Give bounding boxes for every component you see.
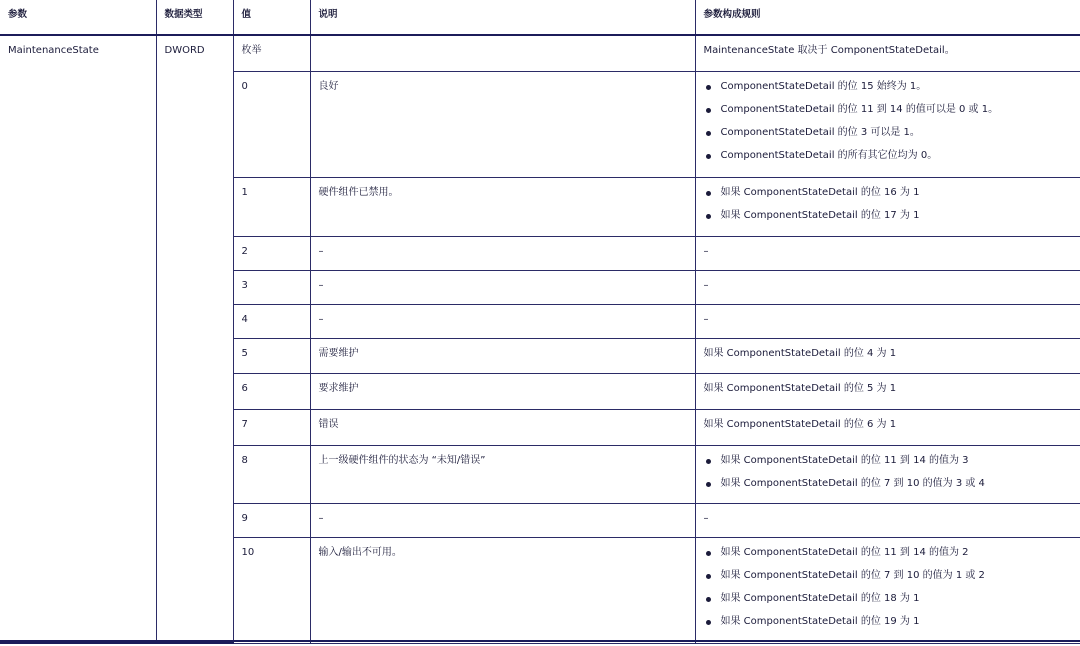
description-cell: 要求维护: [310, 373, 695, 409]
rule-cell: MaintenanceState 取决于 ComponentStateDetail。: [695, 35, 1080, 71]
description-cell: –: [310, 304, 695, 338]
header-row: [0, 0, 1080, 35]
rule-cell: 如果 ComponentStateDetail 的位 6 为 1: [695, 409, 1080, 445]
rule-item: ComponentStateDetail 的位 15 始终为 1。: [704, 80, 1073, 94]
table-bottom-rule: [0, 640, 1080, 642]
rule-cell: [695, 537, 1080, 643]
rule-list: [704, 80, 1073, 163]
description-cell: –: [310, 236, 695, 270]
rule-cell: –: [695, 236, 1080, 270]
rule-item: 如果 ComponentStateDetail 的位 7 到 10 的值为 3 或 4: [704, 477, 1073, 491]
rule-item: 如果 ComponentStateDetail 的位 16 为 1: [704, 186, 1073, 200]
value-cell: 8: [233, 445, 310, 503]
value-cell: 9: [233, 503, 310, 537]
description-cell: 上一级硬件组件的状态为 “未知/错误”: [310, 445, 695, 503]
value-cell: 4: [233, 304, 310, 338]
value-cell: 7: [233, 409, 310, 445]
value-cell: 3: [233, 270, 310, 304]
description-cell: –: [310, 503, 695, 537]
header-rule: 参数构成规则: [695, 0, 1080, 35]
data-type-cell: DWORD: [156, 35, 233, 643]
header-datatype: 数据类型: [156, 0, 233, 35]
description-cell: 错误: [310, 409, 695, 445]
description-cell: 硬件组件已禁用。: [310, 177, 695, 236]
rule-item: 如果 ComponentStateDetail 的位 18 为 1: [704, 592, 1073, 606]
value-cell: 0: [233, 71, 310, 177]
rule-item: ComponentStateDetail 的所有其它位均为 0。: [704, 149, 1073, 163]
value-cell: 枚举: [233, 35, 310, 71]
table-row: [0, 35, 1080, 71]
value-cell: 6: [233, 373, 310, 409]
rule-cell: 如果 ComponentStateDetail 的位 4 为 1: [695, 338, 1080, 373]
description-cell: 良好: [310, 71, 695, 177]
rule-item: 如果 ComponentStateDetail 的位 11 到 14 的值为 2: [704, 546, 1073, 560]
value-cell: 1: [233, 177, 310, 236]
rule-item: ComponentStateDetail 的位 3 可以是 1。: [704, 126, 1073, 140]
description-cell: –: [310, 270, 695, 304]
value-cell: 10: [233, 537, 310, 643]
rule-cell: [695, 445, 1080, 503]
header-param: 参数: [0, 0, 156, 35]
rule-cell: –: [695, 503, 1080, 537]
rule-item: 如果 ComponentStateDetail 的位 19 为 1: [704, 615, 1073, 629]
rule-cell: [695, 177, 1080, 236]
rule-item: 如果 ComponentStateDetail 的位 11 到 14 的值为 3: [704, 454, 1073, 468]
description-cell: 需要维护: [310, 338, 695, 373]
rule-cell: –: [695, 304, 1080, 338]
value-cell: 5: [233, 338, 310, 373]
param-name-cell: MaintenanceState: [0, 35, 156, 643]
rule-list: [704, 546, 1073, 629]
header-description: 说明: [310, 0, 695, 35]
description-cell: 输入/输出不可用。: [310, 537, 695, 643]
header-value: 值: [233, 0, 310, 35]
rule-list: [704, 454, 1073, 491]
rule-item: 如果 ComponentStateDetail 的位 7 到 10 的值为 1 或 2: [704, 569, 1073, 583]
rule-item: ComponentStateDetail 的位 11 到 14 的值可以是 0 或 1。: [704, 103, 1073, 117]
rule-item: 如果 ComponentStateDetail 的位 17 为 1: [704, 209, 1073, 223]
rule-list: [704, 186, 1073, 223]
rule-cell: [695, 71, 1080, 177]
description-cell: [310, 35, 695, 71]
value-cell: 2: [233, 236, 310, 270]
rule-cell: 如果 ComponentStateDetail 的位 5 为 1: [695, 373, 1080, 409]
rule-cell: –: [695, 270, 1080, 304]
